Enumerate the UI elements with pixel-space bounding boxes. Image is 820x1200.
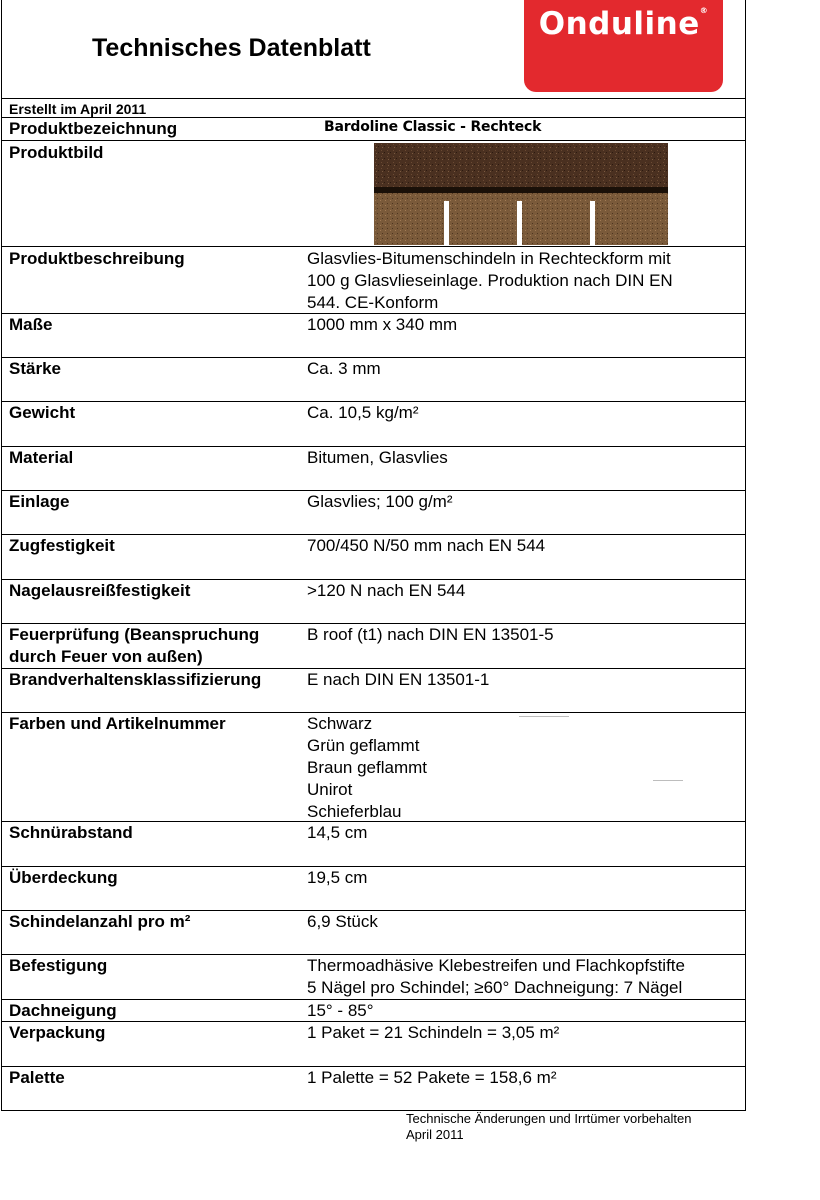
spec-value-line: 1000 mm x 340 mm	[307, 315, 458, 334]
spec-value-line: Unirot	[307, 780, 353, 799]
footer-note	[406, 1111, 691, 1143]
spec-value	[307, 1000, 374, 1022]
spec-value-line: 544. CE-Konform	[307, 293, 439, 312]
spec-value-line: Bitumen, Glasvlies	[307, 448, 448, 467]
spec-value-line: Ca. 10,5 kg/m²	[307, 403, 419, 422]
spec-value-line: 1 Paket = 21 Schindeln = 3,05 m²	[307, 1023, 560, 1042]
brand-logo	[524, 0, 723, 92]
footer-date: April 2011	[406, 1127, 464, 1142]
spec-value	[307, 713, 427, 823]
spec-value	[307, 402, 419, 424]
roof-shingle-image	[374, 143, 668, 245]
spec-value-line: 19,5 cm	[307, 868, 368, 887]
spec-value-line: B roof (t1) nach DIN EN 13501-5	[307, 625, 554, 644]
spec-label: Produktbeschreibung	[9, 249, 185, 268]
spec-label: Verpackung	[9, 1023, 106, 1042]
spec-value	[307, 822, 367, 844]
spec-label: Material	[9, 448, 74, 467]
spec-label: Farben und Artikelnummer	[9, 714, 226, 733]
spec-value	[307, 535, 545, 557]
spec-label-line: Feuerprüfung (Beanspruchung	[9, 625, 260, 644]
spec-value	[307, 867, 367, 889]
spec-label: Überdeckung	[9, 868, 118, 887]
page-title: Technisches Datenblatt	[92, 34, 371, 62]
spec-value-line: 700/450 N/50 mm nach EN 544	[307, 536, 546, 555]
spec-value-line: 1 Palette = 52 Pakete = 158,6 m²	[307, 1068, 557, 1087]
spec-value-line: 15° - 85°	[307, 1001, 374, 1020]
spec-value-line: Schwarz	[307, 714, 373, 733]
spec-value	[307, 447, 448, 469]
spec-value	[307, 248, 673, 314]
spec-value-line: 5 Nägel pro Schindel; ≥60° Dachneigung: 7 Nägel	[307, 978, 683, 997]
product-name-value: Bardoline Classic - Rechteck	[324, 119, 542, 135]
spec-value	[307, 955, 685, 999]
spec-value-line: Schieferblau	[307, 802, 402, 821]
spec-label: Schnürabstand	[9, 823, 133, 842]
spec-label: Nagelausreißfestigkeit	[9, 581, 191, 600]
product-name-label: Produktbezeichnung	[9, 119, 178, 138]
divider	[1, 246, 746, 247]
spec-value-line: Thermoadhäsive Klebestreifen und Flachkopfstifte	[307, 956, 685, 975]
spec-label: Brandverhaltensklassifizierung	[9, 670, 262, 689]
spec-value-line: Braun geflammt	[307, 758, 427, 777]
spec-value-line: Ca. 3 mm	[307, 359, 381, 378]
spec-value-line: Grün geflammt	[307, 736, 420, 755]
spec-label: Befestigung	[9, 956, 108, 975]
product-image-label: Produktbild	[9, 143, 104, 162]
spec-value-line: 14,5 cm	[307, 823, 368, 842]
spec-value-line: 100 g Glasvlieseinlage. Produktion nach DIN EN	[307, 271, 673, 290]
scan-speck	[653, 780, 683, 781]
spec-value	[307, 911, 378, 933]
spec-label: Stärke	[9, 359, 61, 378]
spec-label: Gewicht	[9, 403, 76, 422]
spec-label: Zugfestigkeit	[9, 536, 115, 555]
spec-value	[307, 669, 489, 691]
spec-value	[307, 1067, 557, 1089]
spec-label: Palette	[9, 1068, 65, 1087]
spec-value-line: 6,9 Stück	[307, 912, 378, 931]
created-date: Erstellt im April 2011	[9, 101, 147, 117]
spec-value-line: E nach DIN EN 13501-1	[307, 670, 490, 689]
spec-value	[307, 358, 381, 380]
spec-label: Einlage	[9, 492, 70, 511]
spec-label: Schindelanzahl pro m²	[9, 912, 191, 931]
spec-value-line: >120 N nach EN 544	[307, 581, 466, 600]
spec-value	[307, 1022, 559, 1044]
scan-speck	[519, 716, 569, 717]
spec-label: Dachneigung	[9, 1001, 117, 1020]
spec-value	[307, 624, 554, 646]
spec-value	[307, 580, 465, 602]
spec-label	[9, 624, 259, 668]
spec-label: Maße	[9, 315, 53, 334]
logo-text: Onduline®	[538, 6, 709, 42]
spec-value	[307, 314, 457, 336]
spec-value-line: Glasvlies-Bitumenschindeln in Rechteckform mit	[307, 249, 671, 268]
spec-label-line: durch Feuer von außen)	[9, 647, 203, 666]
divider	[1, 140, 746, 141]
footer-disclaimer: Technische Änderungen und Irrtümer vorbehalten	[406, 1111, 692, 1126]
spec-value-line: Glasvlies; 100 g/m²	[307, 492, 453, 511]
spec-value	[307, 491, 453, 513]
